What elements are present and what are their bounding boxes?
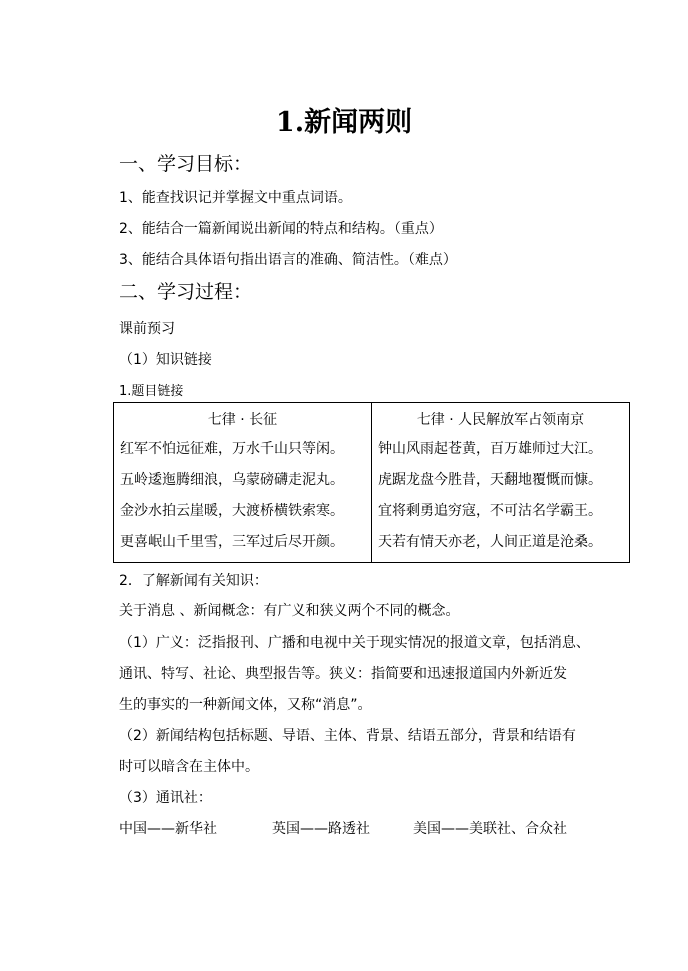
knowledge-link-label: （1）知识链接 [119, 352, 212, 368]
definition-line-1: （1）广义：泛指报刊、广播和电视中关于现实情况的报道文章，包括消息、 [119, 635, 590, 651]
agency-china: 中国——新华社 [119, 821, 217, 837]
title-link-label: 1.题目链接 [119, 384, 184, 399]
definition-line-3: 生的事实的一种新闻文体，又称“消息”。 [119, 697, 372, 713]
poems-table [113, 402, 630, 563]
objective-item-3: 3、能结合具体语句指出语言的准确、简洁性。（难点） [119, 252, 457, 268]
structure-line-2: 时可以暗含在主体中。 [119, 759, 259, 775]
poem-title: 七律 · 人民解放军占领南京 [416, 412, 585, 428]
objective-item-2: 2、能结合一篇新闻说出新闻的特点和结构。（重点） [119, 221, 443, 237]
page-title: 1.新闻两则 [275, 107, 413, 138]
section-heading-process: 二、学习过程： [119, 281, 253, 303]
news-concept-intro: 关于消息 、新闻概念：有广义和狭义两个不同的概念。 [119, 603, 460, 619]
preview-label: 课前预习 [119, 321, 175, 337]
poem-line: 宜将剩勇追穷寇，不可沽名学霸王。 [378, 503, 602, 519]
poem-title: 七律 · 长征 [207, 412, 278, 428]
agency-uk: 英国——路透社 [272, 821, 370, 837]
news-knowledge-heading: 2．了解新闻有关知识： [119, 573, 268, 589]
poem-line: 虎踞龙盘今胜昔，天翻地覆慨而慷。 [378, 472, 602, 488]
structure-line-1: （2）新闻结构包括标题、导语、主体、背景、结语五部分，背景和结语有 [119, 728, 576, 744]
objective-item-1: 1、能查找识记并掌握文中重点词语。 [119, 190, 352, 206]
poem-cell-nanjing [372, 403, 630, 563]
poem-line: 钟山风雨起苍黄，百万雄师过大江。 [378, 441, 602, 457]
section-heading-objectives: 一、学习目标： [119, 153, 253, 175]
agency-us: 美国——美联社、合众社 [413, 821, 567, 837]
poem-line: 五岭逶迤腾细浪，乌蒙磅礴走泥丸。 [120, 472, 344, 488]
news-agency-heading: （3）通讯社： [119, 790, 212, 806]
poem-cell-long-march [114, 403, 372, 563]
poem-line: 更喜岷山千里雪，三军过后尽开颜。 [120, 534, 344, 550]
definition-line-2: 通讯、特写、社论、典型报告等。狭义：指简要和迅速报道国内外新近发 [119, 666, 567, 682]
poem-line: 红军不怕远征难，万水千山只等闲。 [120, 441, 344, 457]
poem-line: 金沙水拍云崖暖，大渡桥横铁索寒。 [120, 503, 344, 519]
poem-line: 天若有情天亦老，人间正道是沧桑。 [378, 534, 602, 550]
